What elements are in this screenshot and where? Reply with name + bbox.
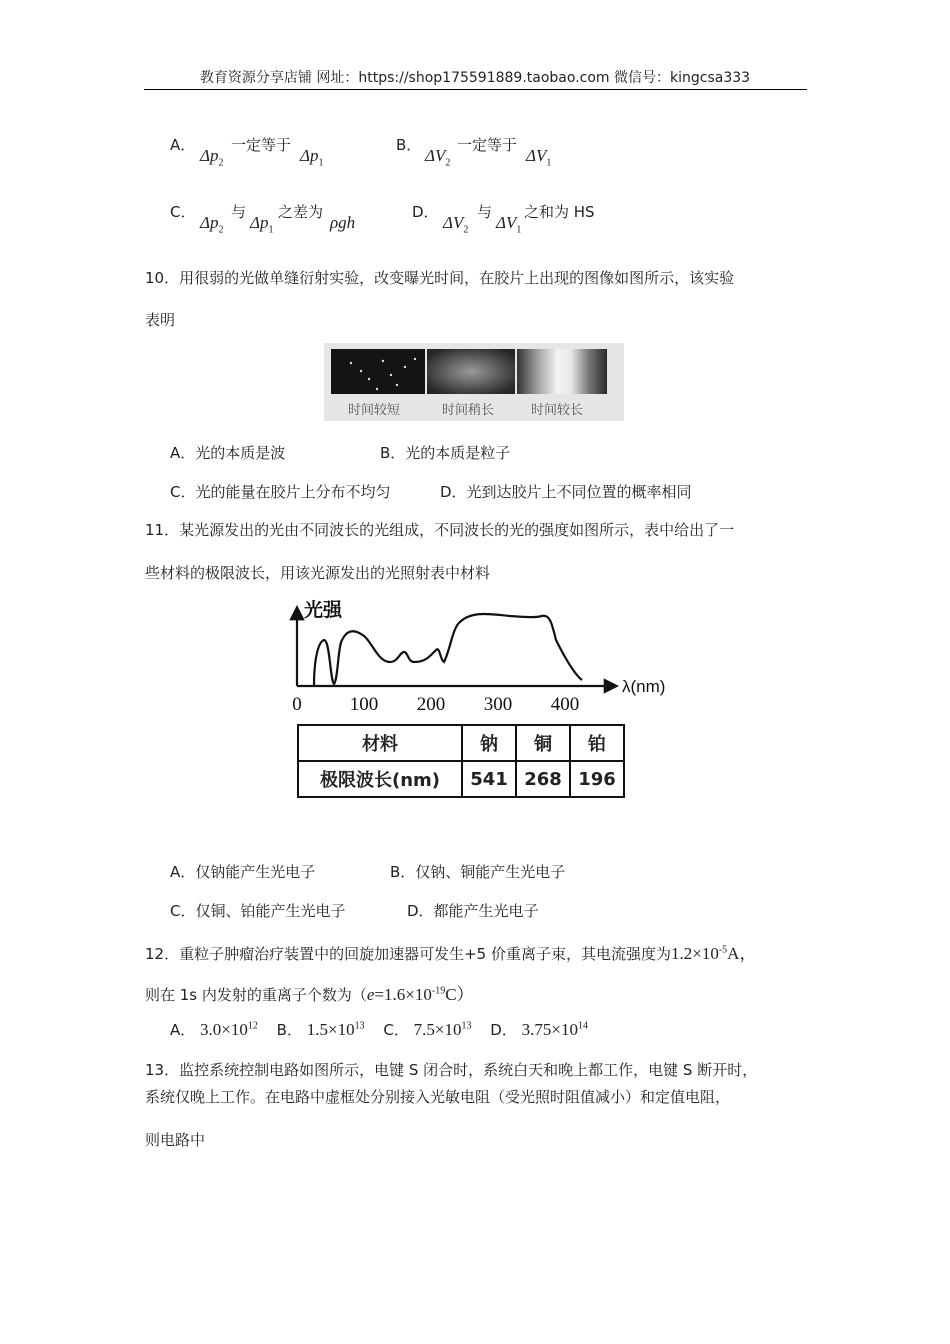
x-tick-label: 100 [349, 694, 379, 715]
x-tick-labels [292, 694, 579, 715]
q11-option-d: D．都能产生光电子 [407, 902, 539, 920]
q12-option-a: $3.0\times 10^{12}$ [200, 1020, 258, 1039]
q12-line2 [145, 980, 474, 1005]
light-intensity-chart [280, 600, 666, 720]
q12-line1-text: 12．重粒子肿瘤治疗装置中的回旋加速器可发生+5 价重离子束，其电流强度为 [145, 945, 671, 963]
table-cell-sodium: 541 [462, 761, 516, 797]
y-axis-label: 光强 [304, 600, 343, 621]
q9-d-dv1: $\Delta V_1$ [496, 213, 522, 236]
page-header: 教育资源分享店铺 网址：https://shop175591889.taobao.com 微信号：kingcsa333 [199, 70, 751, 86]
q13-line3: 则电路中 [145, 1131, 206, 1149]
q11-option-a: A．仅钠能产生光电子 [170, 863, 316, 881]
table-header-platinum: 铂 [570, 725, 624, 761]
q9-c-text1: 与 [231, 203, 247, 221]
q9-d-label: D． [412, 203, 439, 221]
x-axis-label: λ(nm) [622, 677, 666, 696]
q11-line1: 11．某光源发出的光由不同波长的光组成，不同波长的光的强度如图所示，表中给出了一 [145, 521, 735, 539]
q9-a-dp2: $\Delta p_2$ [200, 146, 224, 169]
q12-e-value: $=1.6\times 10^{-19}C$） [374, 985, 474, 1004]
q10-option-d: D．光到达胶片上不同位置的概率相同 [440, 483, 692, 501]
q12-option-a-label: A． [170, 1021, 196, 1039]
film-strip-long [517, 349, 607, 394]
q13-line2: 系统仅晚上工作。在电路中虚框处分别接入光敏电阻（受光照时阻值减小）和定值电阻， [145, 1088, 731, 1106]
q9-b-dv2: $\Delta V_2$ [425, 146, 451, 169]
q11-option-c: C．仅铜、铂能产生光电子 [170, 902, 346, 920]
threshold-wavelength-table [297, 724, 625, 798]
q12-option-c-label: C． [383, 1021, 409, 1039]
q11-option-b: B．仅钠、铜能产生光电子 [390, 863, 566, 881]
q12-options [170, 1019, 588, 1040]
x-tick-label: 0 [292, 694, 302, 715]
q12-current-value: $1.2\times 10^{-5}A$， [670, 944, 757, 963]
q9-b-dv1: $\Delta V_1$ [526, 146, 552, 169]
q9-d-text1: 与 [477, 203, 493, 221]
table-cell-platinum: 196 [570, 761, 624, 797]
film-caption-short: 时间较短 [348, 403, 401, 418]
q9-c-dp1: $\Delta p_1$ [250, 213, 274, 236]
film-strip-short [331, 349, 425, 394]
table-header-row [298, 725, 624, 761]
q9-c-label: C． [170, 203, 196, 221]
q12-option-d: $3.75\times 10^{14}$ [521, 1020, 588, 1039]
header-rule [144, 89, 807, 90]
x-tick-label: 400 [550, 694, 580, 715]
q10-line2: 表明 [145, 311, 176, 329]
q9-d-text2: 之和为 HS [524, 203, 595, 221]
q12-option-b-label: B． [276, 1021, 302, 1039]
q10-option-a: A．光的本质是波 [170, 444, 286, 462]
q12-line2-text: 则在 1s 内发射的重离子个数为（ [145, 986, 367, 1004]
table-cell-copper: 268 [516, 761, 570, 797]
q10-option-b: B．光的本质是粒子 [380, 444, 511, 462]
q9-a-label: A． [170, 136, 196, 154]
film-caption-long: 时间较长 [531, 403, 584, 418]
q9-b-text: 一定等于 [457, 136, 518, 154]
q11-line2: 些材料的极限波长，用该光源发出的光照射表中材料 [145, 564, 491, 582]
x-tick-label: 200 [416, 694, 446, 715]
film-strip-medium [427, 349, 515, 394]
q12-option-b: $1.5\times 10^{13}$ [306, 1020, 365, 1039]
q12-option-d-label: D． [490, 1021, 517, 1039]
q10-option-c: C．光的能量在胶片上分布不均匀 [170, 483, 391, 501]
q9-c-text2: 之差为 [278, 203, 324, 221]
diffraction-film-image [324, 343, 624, 421]
q12-line1 [145, 939, 756, 964]
q9-b-label: B． [396, 136, 422, 154]
table-row [298, 761, 624, 797]
film-caption-medium: 时间稍长 [442, 403, 495, 418]
q10-line1: 10．用很弱的光做单缝衍射实验，改变曝光时间，在胶片上出现的图像如图所示，该实验 [145, 269, 735, 287]
table-header-copper: 铜 [516, 725, 570, 761]
x-tick-label: 300 [483, 694, 513, 715]
q12-e-symbol: e [366, 985, 375, 1004]
q9-d-dv2: $\Delta V_2$ [443, 213, 469, 236]
intensity-curve [314, 614, 582, 686]
q9-c-dp2: $\Delta p_2$ [200, 213, 224, 236]
table-row-label: 极限波长(nm) [298, 761, 462, 797]
table-header-material: 材料 [298, 725, 462, 761]
q9-c-rgh: ρgh [330, 213, 356, 232]
q12-option-c: $7.5\times 10^{13}$ [413, 1020, 472, 1039]
q9-a-text: 一定等于 [231, 136, 292, 154]
q13-line1: 13．监控系统控制电路如图所示，电键 S 闭合时，系统白天和晚上都工作，电键 S 断开时， [145, 1061, 758, 1079]
table-header-sodium: 钠 [462, 725, 516, 761]
q9-a-dp1: $\Delta p_1$ [300, 146, 324, 169]
